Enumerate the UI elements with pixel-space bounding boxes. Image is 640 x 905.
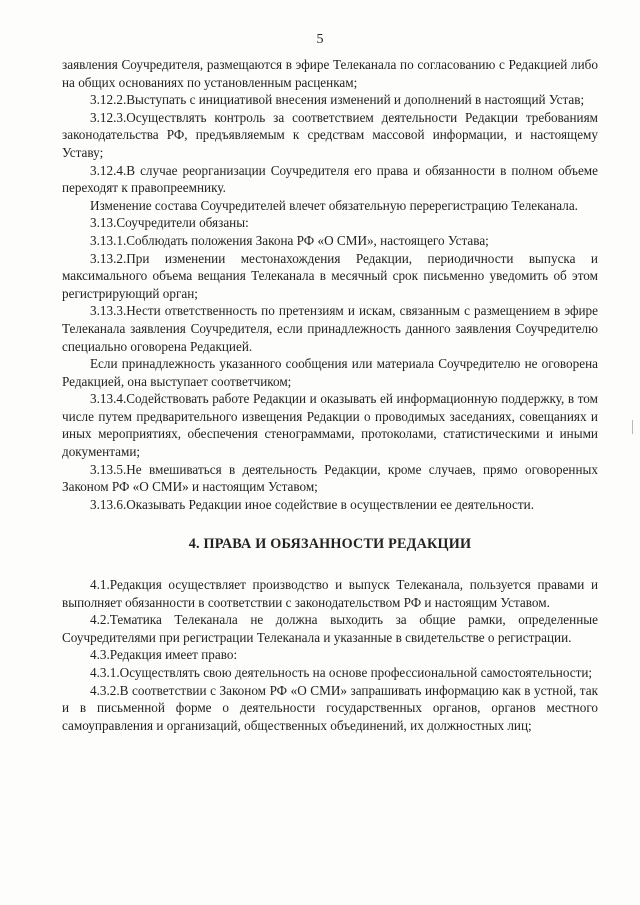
paragraph: 4.1.Редакция осуществляет производство и выпуск Телеканала, пользуется правами и выполняет обязанности в соответствии с законодательством РФ и настоящим Уставом.	[62, 577, 598, 610]
paragraph: 4.3.Редакция имеет право:	[90, 647, 238, 663]
paragraph: 3.13.2.При изменении местонахождения Редакции, периодичности выпуска и максимального объема вещания Телеканала в месячный срок письменно уведомить об этом регистрирующий орган;	[62, 250, 598, 301]
paragraph: 3.13.3.Нести ответственность по претензиям и искам, связанным с размещением в эфире Телеканала заявления Соучредителя, если принадлежность данного заявления Соучредителю специально оговорена Редакцией.	[62, 303, 598, 354]
paragraph: 3.12.4.В случае реорганизации Соучредителя его права и обязанности в полном объеме переходят к правопреемнику.	[62, 162, 598, 196]
paragraph: 3.12.3.Осуществлять контроль за соответствием деятельности Редакции требованиям законодательства РФ, предъявляемым к средствам массовой информации, и настоящему Уставу;	[62, 109, 598, 160]
paragraph: 3.12.2.Выступать с инициативой внесения изменений и дополнений в настоящий Устав;	[90, 92, 585, 108]
paragraph: 4.2.Тематика Телеканала не должна выходить за общие рамки, определенные Соучредителями при регистрации Телеканала и указанные в свидетельстве о регистрации.	[62, 612, 598, 645]
paragraph: 3.13.Соучредители обязаны:	[90, 215, 249, 231]
document-body	[62, 56, 598, 734]
paragraph: 3.13.1.Соблюдать положения Закона РФ «О СМИ», настоящего Устава;	[90, 232, 489, 248]
paragraph: 4.3.1.Осуществлять свою деятельность на основе профессиональной самостоятельности;	[90, 665, 593, 680]
paragraph: 4.3.2.В соответствии с Законом РФ «О СМИ» запрашивать информацию как в устной, так и в письменной форме о деятельности государственных органов, органов местного самоуправления и организаций, общественных объединений, их должностных лиц;	[62, 682, 598, 733]
paragraph: 3.13.5.Не вмешиваться в деятельность Редакции, кроме случаев, прямо оговоренных Законом РФ «О СМИ» и настоящим Уставом;	[62, 461, 598, 495]
paragraph: 3.13.4.Содействовать работе Редакции и оказывать ей информационную поддержку, в том числе путем предварительного извещения Редакции о проводимых заседаниях, совещаниях и иных мероприятиях, обеспечения стенограммами, протоколами, статистическими и иными документами;	[62, 391, 598, 460]
paragraph: Если принадлежность указанного сообщения или материала Соучредителю не оговорена Редакцией, она выступает соответчиком;	[62, 356, 598, 389]
paragraph: 3.13.6.Оказывать Редакции иное содействие в осуществлении ее деятельности.	[90, 496, 535, 512]
page-number: 5	[316, 32, 324, 47]
scan-mark	[632, 420, 636, 434]
paragraph: Изменение состава Соучредителей влечет обязательную перерегистрацию Телеканала.	[90, 197, 578, 213]
section-heading: 4. ПРАВА И ОБЯЗАННОСТИ РЕДАКЦИИ	[188, 536, 472, 553]
paragraph: заявления Соучредителя, размещаются в эфире Телеканала по согласованию с Редакцией либо на общих основаниях по установленным расценкам;	[62, 57, 598, 90]
